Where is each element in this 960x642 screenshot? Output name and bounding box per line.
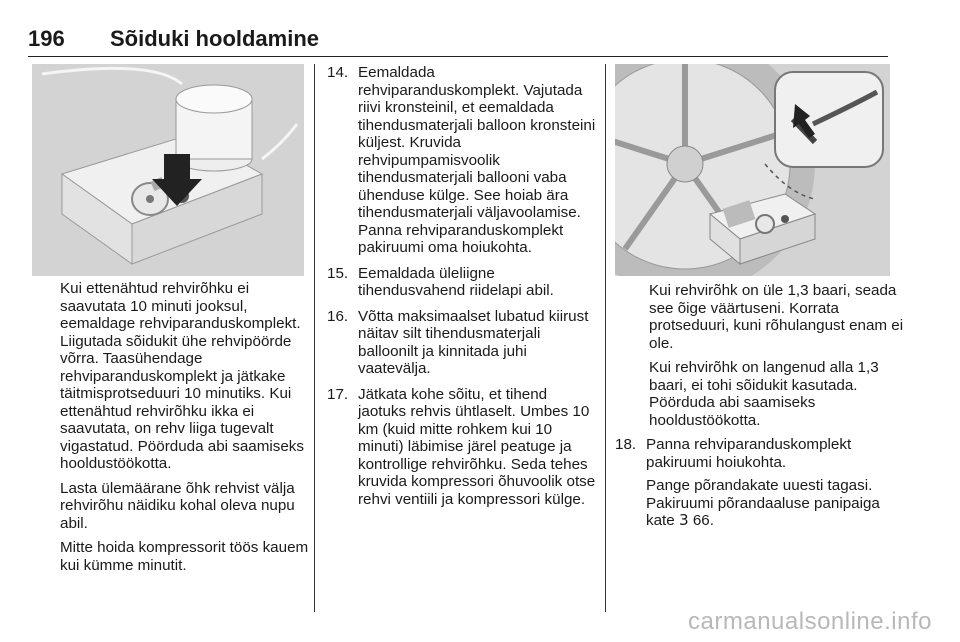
list-item: [615, 436, 905, 530]
step-text: Võtta maksimaalset lubatud kiirust näitav silt tihendusmaterjali balloonilt ja kinnitada juhi vaatevälja.: [358, 307, 589, 377]
paragraph: Mitte hoida kompressorit töös kauem kui kümme minutit.: [60, 539, 309, 574]
page-reference-icon[interactable]: 3: [678, 511, 689, 529]
column-divider: [605, 64, 606, 612]
step-subtext: [646, 477, 905, 530]
list-item: [327, 265, 599, 300]
list-item: [327, 64, 599, 257]
list-item: [327, 308, 599, 378]
step-number: 18.: [615, 436, 637, 453]
subtext-body: Pange põrandakate uuesti tagasi. Pakiruumi põrandaaluse panipaiga kate: [646, 477, 880, 529]
compressor-illustration: [32, 64, 304, 276]
step-text: Panna rehviparanduskomplekt pakiruumi hoiukohta.: [646, 436, 852, 471]
right-text: [615, 282, 905, 538]
list-item: [327, 386, 599, 509]
step-number: 15.: [327, 264, 349, 282]
chapter-title: Sõiduki hooldamine: [110, 26, 320, 51]
step-number: 17.: [327, 385, 349, 403]
steps-list: [615, 436, 905, 530]
tyre-compressor-illustration: [615, 64, 890, 276]
column-divider: [314, 64, 315, 612]
page-reference[interactable]: 66.: [692, 512, 714, 529]
paragraph: Kui ettenähtud rehvirõhku ei saavutata 10 minuti jooksul, eemaldage rehviparanduskomplekt. Liigutada sõidukit ühe rehvipöörde võrra. Taasühendage rehviparanduskomplekt ja jätkake täitmisprotseduuri 10 minutiks. Kui ettenähtud rehvirõhku ikka ei saavutata, on rehv liiga tugevalt vigastatud. Pöörduda abi saamiseks hooldustöökotta.: [60, 280, 304, 472]
steps-list: [327, 64, 599, 508]
paragraph: Kui rehvirõhk on üle 1,3 baari, seada see õige väärtuseni. Korrata protseduuri, kuni rõhulangust enam ei ole.: [649, 282, 904, 352]
step-number: 16.: [327, 307, 349, 325]
watermark: carmanualsonline.info: [688, 608, 932, 635]
step-text: Eemaldada rehviparanduskomplekt. Vajutada riivi kronsteinil, et eemaldada tihendusmaterjali balloon kronsteini küljest. Kruvida rehvipumpamisvoolik tihendusmaterjali ballooni vaba ühenduse külge. See hoiab ära tihendusmaterjali väljavoolamise. Panna rehviparanduskomplekt pakiruumi oma hoiukohta.: [358, 64, 596, 256]
paragraph: Kui rehvirõhk on langenud alla 1,3 baari, ei tohi sõidukit kasutada. Pöörduda abi saamiseks hooldustöökotta.: [649, 359, 879, 429]
paragraph: Lasta ülemäärane õhk rehvist välja rehvirõhu näidiku kohal oleva nupu abil.: [60, 479, 295, 532]
page-header: [28, 22, 888, 57]
step-number: 14.: [327, 64, 349, 81]
left-text: [60, 280, 310, 581]
step-text: Eemaldada üleliigne tihendusvahend riidelapi abil.: [358, 264, 554, 299]
page-number: 196: [28, 26, 65, 51]
step-text: Jätkata kohe sõitu, et tihend jaotuks rehvis ühtlaselt. Umbes 10 km (kuid mitte rohkem kui 10 minuti) läbimise järel peatuge ja kontrollige rehvirõhku. Seda tehes kruvida kompressori õhuvoolik otse rehvi ventiili ja kompressori külge.: [358, 385, 596, 508]
column-middle: [327, 64, 599, 516]
